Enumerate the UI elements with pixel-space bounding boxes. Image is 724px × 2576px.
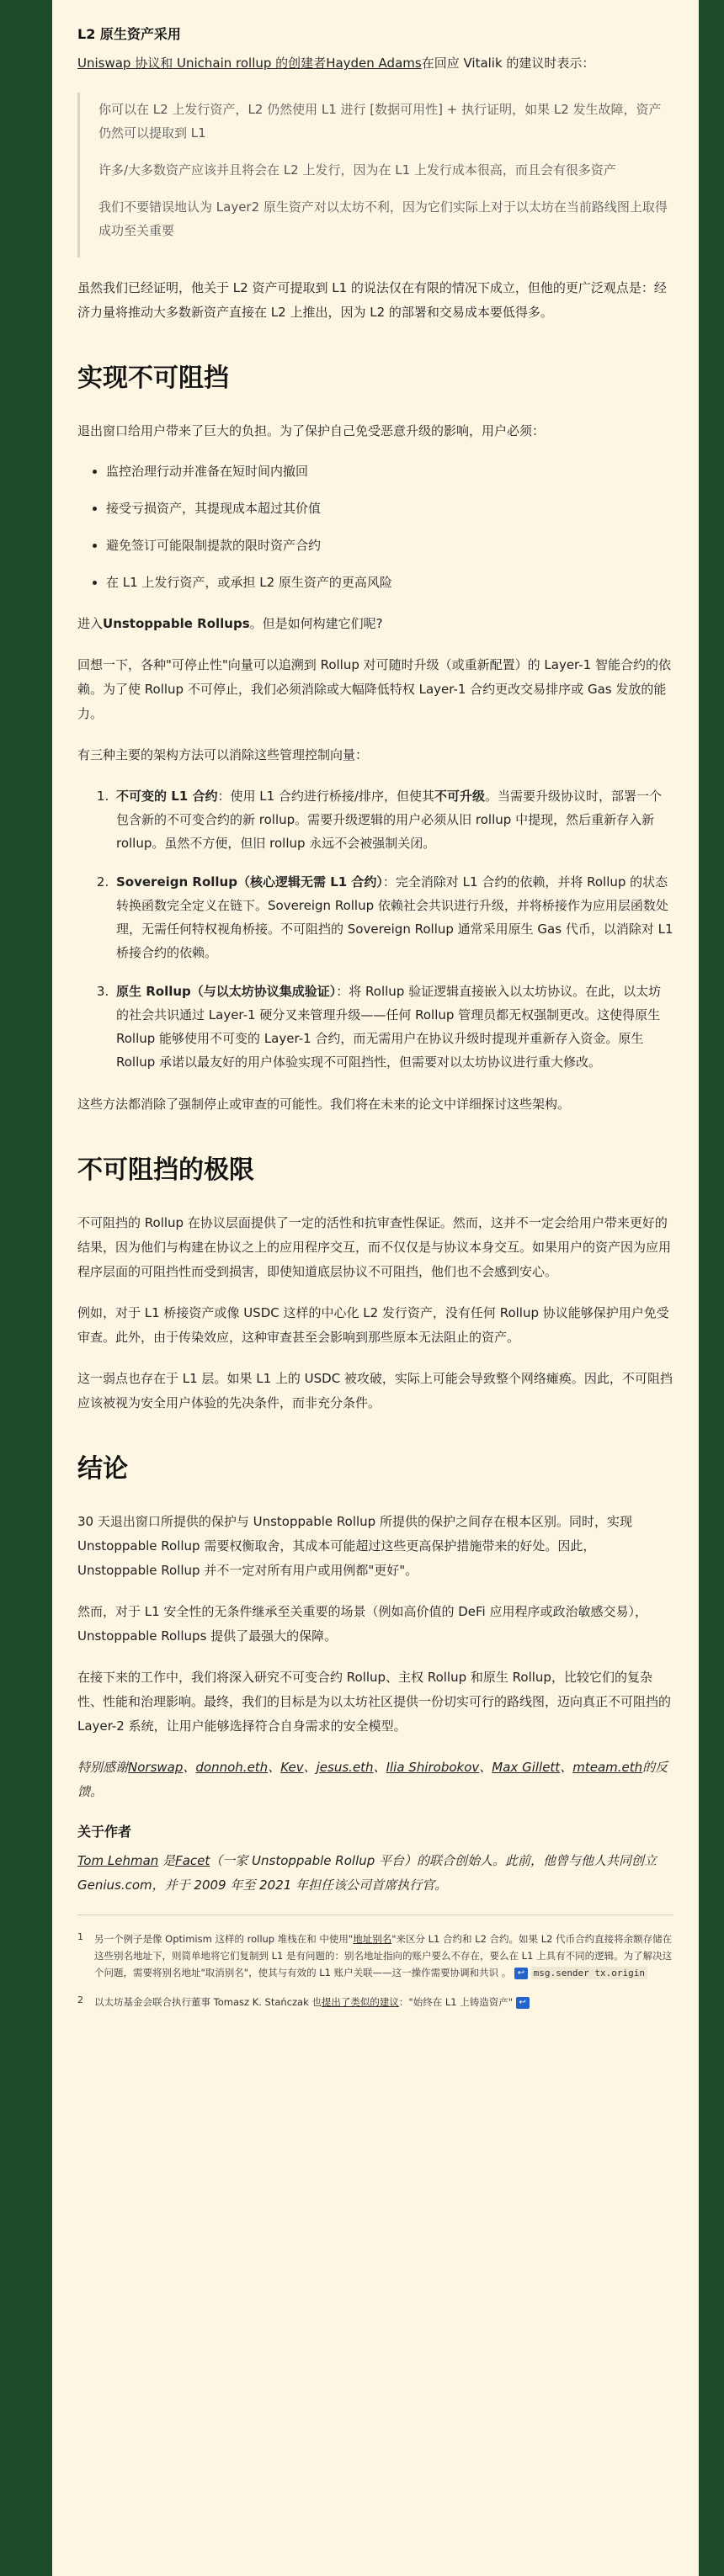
- quote-line: 许多/大多数资产应该并且将会在 L2 上发行，因为在 L1 上发行成本很高，而且会有很多资产: [98, 162, 616, 178]
- thanks-link[interactable]: Norswap: [128, 1760, 184, 1775]
- similar-suggestion-link[interactable]: 提出了类似的建议: [321, 1996, 399, 2008]
- recall-paragraph: 回想一下，各种"可停止性"向量可以追溯到 Rollup 对可随时升级（或重新配置）的 Layer-1 智能合约的依赖。为了使 Rollup 不可停止，我们必须消除或大幅降低特权 Layer-1 合约更改交易排序或 Gas 发放的能力。: [77, 657, 671, 721]
- footnote-2: 2 以太坊基金会联合执行董事 Tomasz K. Stańczak 也提出了类似的建议："始终在 L1 上铸造资产" ↩: [77, 1994, 673, 2010]
- author-bio: Tom Lehman 是Facet（一家 Unstoppable Rollup 平台）的联合创始人。此前，他曾与他人共同创立 Genius.com，并于 2009 年至 2021 年担任该公司首席执行官。: [77, 1853, 657, 1893]
- code-snippet: msg.sender tx.origin: [531, 1967, 647, 1979]
- footnote-1: 1 另一个例子是像 Optimism 这样的 rollup 堆栈在和 中使用"地址别名"来区分 L1 合约和 L2 合约。如果 L2 代币合约直接将余额存储在这些别名地址下，则简单地将它们复制到 L1 是有问题的：别名地址指向的账户要么不存在，要么在 L1 上具有不同的逻辑。为了解决这个问题，需要将别名地址"取消别名"，使其与有效的 L1 账户关联——这一操作需要协调和共识 。 ↩ msg.sender tx.origin: [77, 1931, 673, 1982]
- section-heading-unstoppable: 实现不可阻挡: [77, 364, 229, 393]
- section-heading-conclusion: 结论: [77, 1454, 128, 1484]
- author-heading: 关于作者: [77, 1824, 132, 1840]
- hayden-quote: [77, 93, 673, 258]
- conclusion-paragraph: 在接下来的工作中，我们将深入研究不可变合约 Rollup、主权 Rollup 和原生 Rollup，比较它们的复杂性、性能和治理影响。最终，我们的目标是为以太坊社区提供一份切实可行的路线图，迈向真正不可阻挡的 Layer-2 系统，让用户能够选择符合自身需求的安全模型。: [77, 1670, 672, 1734]
- quote-line: 我们不要错误地认为 Layer2 原生资产对以太坊不利，因为它们实际上对于以太坊在当前路线图上取得成功至关重要: [98, 199, 668, 238]
- list-item: • 在 L1 上发行资产，或承担 L2 原生资产的更高风险: [106, 571, 673, 593]
- enter-unstoppable: 进入Unstoppable Rollups。但是如何构建它们呢?: [77, 616, 383, 631]
- l2-section-heading: L2 原生资产采用: [77, 26, 181, 42]
- thanks-link[interactable]: Kev: [280, 1760, 304, 1775]
- thanks-link[interactable]: Max Gillett: [492, 1760, 561, 1775]
- section-heading-limits: 不可阻挡的极限: [77, 1155, 254, 1185]
- limits-paragraph: 例如，对于 L1 桥接资产或像 USDC 这样的中心化 L2 发行资产，没有任何 Rollup 协议能够保护用户免受审查。此外，由于传染效应，这种审查甚至会影响到那些原本无法阻止的资产。: [77, 1305, 669, 1345]
- author-link[interactable]: Tom Lehman: [77, 1853, 159, 1868]
- uniswap-link[interactable]: Uniswap 协议和 Unichain rollup 的创建者: [77, 56, 327, 71]
- limits-paragraph: 不可阻挡的 Rollup 在协议层面提供了一定的活性和抗审查性保证。然而，这并不一定会给用户带来更好的结果，因为他们与构建在协议之上的应用程序交互，而不仅仅是与协议本身交互。如果用户的资产因为应用程序层面的可阻挡性而受到损害，即使知道底层协议不可阻挡，他们也不会感到安心。: [77, 1215, 672, 1279]
- quote-line: 你可以在 L2 上发行资产，L2 仍然使用 L1 进行 [数据可用性] + 执行证明，如果 L2 发生故障，资产仍然可以提取到 L1: [98, 102, 662, 141]
- list-item: • 接受亏损资产，其提现成本超过其价值: [106, 497, 673, 519]
- footnote-number: 1: [77, 1931, 83, 1942]
- footnotes: [77, 1915, 673, 2010]
- return-icon[interactable]: ↩: [516, 1997, 530, 2009]
- approach-item: 1. 不可变的 L1 合约：使用 L1 合约进行桥接/排序，但使其不可升级。当需要升级协议时，部署一个包含新的不可变合约的新 rollup。需要升级逻辑的用户必须从旧 rollup 中提现，然后重新存入新 rollup。虽然不方便，但旧 rollup 永远不会被强制关闭。: [113, 784, 673, 855]
- limits-paragraph: 这一弱点也存在于 L1 层。如果 L1 上的 USDC 被攻破，实际上可能会导致整个网络瘫痪。因此，不可阻挡应该被视为安全用户体验的先决条件，而非充分条件。: [77, 1371, 673, 1410]
- acknowledgements: 特别感谢Norswap、donnoh.eth、Kev、jesus.eth、Ilia Shirobokov、Max Gillett、mteam.eth的反馈。: [77, 1760, 668, 1799]
- unstoppable-intro: 退出窗口给用户带来了巨大的负担。为了保护自己免受恶意升级的影响，用户必须：: [77, 423, 546, 438]
- article-page: [52, 0, 699, 2576]
- footnote-number: 2: [77, 1994, 83, 2005]
- facet-link[interactable]: Facet: [175, 1853, 210, 1868]
- address-alias-link[interactable]: 地址别名: [353, 1933, 392, 1945]
- three-approaches-intro: 有三种主要的架构方法可以消除这些管理控制向量：: [77, 747, 369, 762]
- conclusion-paragraph: 30 天退出窗口所提供的保护与 Unstoppable Rollup 所提供的保护之间存在根本区别。同时，实现 Unstoppable Rollup 需要权衡取舍，其成本可能超过这些更高保护措施带来的好处。因此，Unstoppable Rollup 并不一定对所有用户或用例都"更好"。: [77, 1514, 632, 1578]
- hayden-adams-link[interactable]: Hayden Adams: [326, 56, 422, 71]
- thanks-link[interactable]: jesus.eth: [316, 1760, 374, 1775]
- approaches-list: [77, 784, 673, 1074]
- list-item: • 避免签订可能限制提款的限时资产合约: [106, 534, 673, 556]
- l2-closing: 虽然我们已经证明，他关于 L2 资产可提取到 L1 的说法仅在有限的情况下成立，但他的更广泛观点是：经济力量将推动大多数新资产直接在 L2 上推出，因为 L2 的部署和交易成本要低得多。: [77, 280, 667, 320]
- user-burden-list: [77, 460, 673, 593]
- thanks-link[interactable]: Ilia Shirobokov: [386, 1760, 480, 1775]
- unstoppable-closing: 这些方法都消除了强制停止或审查的可能性。我们将在未来的论文中详细探讨这些架构。: [77, 1097, 571, 1112]
- return-icon[interactable]: ↩: [514, 1968, 528, 1979]
- l2-intro: Uniswap 协议和 Unichain rollup 的创建者Hayden Adams在回应 Vitalik 的建议时表示：: [77, 56, 595, 71]
- list-item: • 监控治理行动并准备在短时间内撤回: [106, 460, 673, 482]
- thanks-link[interactable]: donnoh.eth: [195, 1760, 269, 1775]
- conclusion-paragraph: 然而，对于 L1 安全性的无条件继承至关重要的场景（例如高价值的 DeFi 应用程序或政治敏感交易），Unstoppable Rollups 提供了最强大的保障。: [77, 1604, 647, 1644]
- approach-item: 3. 原生 Rollup（与以太坊协议集成验证）：将 Rollup 验证逻辑直接嵌入以太坊协议。在此，以太坊的社会共识通过 Layer-1 硬分叉来管理升级——任何 Rollup 管理员都无权强制更改。这使得原生 Rollup 能够使用不可变的 Layer-1 合约，而无需用户在协议升级时提现并重新存入资金。原生 Rollup 承诺以最友好的用户体验实现不可阻挡性，但需要对以太坊协议进行重大修改。: [113, 980, 673, 1074]
- approach-item: 2. Sovereign Rollup（核心逻辑无需 L1 合约）：完全消除对 L1 合约的依赖，并将 Rollup 的状态转换函数完全定义在链下。Sovereign Rollup 依赖社会共识进行升级，并将桥接作为应用层函数处理，无需任何特权视角桥接。不可阻挡的 Sovereign Rollup 通常采用原生 Gas 代币，以消除对 L1 桥接合约的依赖。: [113, 870, 673, 964]
- thanks-link[interactable]: mteam.eth: [572, 1760, 643, 1775]
